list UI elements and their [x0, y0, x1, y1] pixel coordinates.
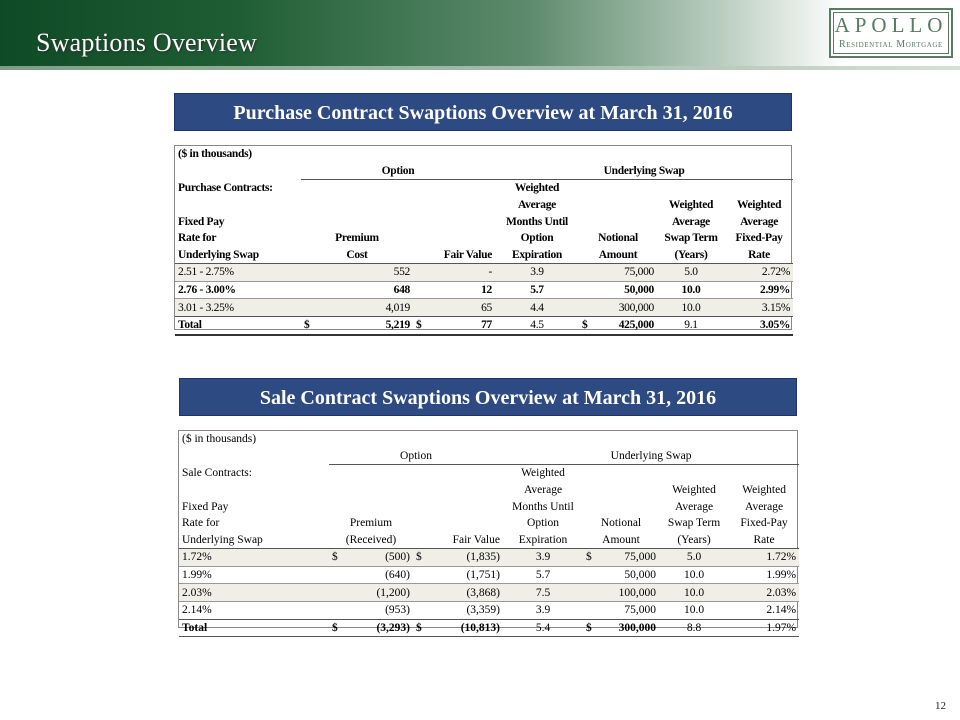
- units-label: ($ in thousands): [182, 433, 257, 446]
- currency-symbol: [583, 601, 597, 619]
- col1-header-2: Rate for: [178, 232, 217, 245]
- rate-header-4: Rate: [729, 532, 799, 549]
- notional-value: 75,000: [597, 549, 659, 567]
- months-header-1: Weighted: [521, 467, 565, 480]
- group-header-row: [179, 448, 799, 465]
- rate-total: 1.97%: [729, 619, 799, 637]
- fair-value-total: 77: [427, 316, 495, 334]
- notional-value: 50,000: [597, 566, 659, 584]
- header-row-2: [175, 197, 793, 214]
- total-row: [179, 619, 799, 637]
- currency-symbol: $: [583, 549, 597, 567]
- term-header-3: Swap Term: [667, 517, 721, 530]
- term-header-1: Weighted: [672, 484, 716, 497]
- header-row-1: [175, 180, 793, 197]
- header-row-4: [179, 515, 799, 532]
- rate-range: 3.01 - 3.25%: [175, 299, 301, 317]
- premium-total: (3,293): [343, 619, 413, 637]
- currency-symbol: [579, 299, 593, 317]
- notional-value: 100,000: [597, 584, 659, 602]
- rate-range: 2.76 - 3.00%: [175, 281, 301, 299]
- rate-range: 1.99%: [179, 566, 329, 584]
- header-row-4: [175, 230, 793, 247]
- fair-value: (3,868): [427, 584, 503, 602]
- fair-value: 12: [427, 281, 495, 299]
- currency-symbol: [413, 299, 427, 317]
- premium-value: (500): [343, 549, 413, 567]
- notional-header-2: Amount: [579, 247, 657, 264]
- currency-symbol: [329, 601, 343, 619]
- premium-header-1: Premium: [349, 517, 393, 530]
- rate-value: 2.14%: [729, 601, 799, 619]
- rate-header-1: Weighted: [742, 484, 786, 497]
- rate-header-4: Rate: [725, 247, 793, 264]
- months-header-1: Weighted: [514, 182, 560, 195]
- term-value: 10.0: [657, 299, 725, 317]
- term-header-4: (Years): [657, 247, 725, 264]
- rate-total: 3.05%: [725, 316, 793, 334]
- notional-value: 75,000: [593, 264, 657, 282]
- premium-value: 552: [315, 264, 413, 282]
- months-header-5: Expiration: [495, 247, 579, 264]
- table-row: [175, 299, 793, 317]
- currency-symbol: [583, 584, 597, 602]
- currency-symbol: [329, 566, 343, 584]
- col1-header-3: Underlying Swap: [175, 247, 301, 264]
- currency-symbol: $: [583, 619, 597, 637]
- term-total: 8.8: [659, 619, 729, 637]
- premium-total: 5,219: [315, 316, 413, 334]
- currency-symbol: $: [301, 316, 315, 334]
- notional-header-1: Notional: [598, 232, 638, 245]
- term-value: 10.0: [657, 281, 725, 299]
- purchase-banner: Purchase Contract Swaptions Overview at March 31, 2016: [174, 93, 792, 131]
- months-value: 4.4: [495, 299, 579, 317]
- rate-header-1: Weighted: [736, 199, 782, 212]
- months-header-2: Average: [523, 484, 563, 497]
- purchase-table-grid: [175, 146, 793, 336]
- currency-symbol: [579, 264, 593, 282]
- months-header-5: Expiration: [503, 532, 583, 549]
- premium-header-2: (Received): [329, 532, 413, 549]
- page-number: 12: [935, 700, 946, 712]
- rate-header-3: Fixed-Pay: [740, 517, 788, 530]
- currency-symbol: [413, 601, 427, 619]
- notional-header-1: Notional: [600, 517, 642, 530]
- term-value: 10.0: [659, 601, 729, 619]
- page-title: Swaptions Overview: [36, 28, 257, 57]
- months-value: 7.5: [503, 584, 583, 602]
- term-header-2: Average: [672, 215, 710, 228]
- months-value: 5.7: [503, 566, 583, 584]
- header-row-5: [175, 247, 793, 264]
- rate-value: 2.03%: [729, 584, 799, 602]
- term-value: 5.0: [659, 549, 729, 567]
- notional-header-2: Amount: [583, 532, 659, 549]
- notional-value: 300,000: [593, 299, 657, 317]
- months-header-3: Months Until: [506, 215, 568, 228]
- col1-header-3: Underlying Swap: [179, 532, 329, 549]
- term-value: 10.0: [659, 584, 729, 602]
- term-value: 5.0: [657, 264, 725, 282]
- rate-value: 2.99%: [725, 281, 793, 299]
- table-row: [175, 264, 793, 282]
- currency-symbol: [301, 281, 315, 299]
- months-total: 5.4: [503, 619, 583, 637]
- currency-symbol: [413, 584, 427, 602]
- fair-value-total: (10,813): [427, 619, 503, 637]
- months-header-3: Months Until: [512, 500, 574, 513]
- rate-value: 2.72%: [725, 264, 793, 282]
- term-total: 9.1: [657, 316, 725, 334]
- currency-symbol: $: [413, 619, 427, 637]
- months-header-4: Option: [527, 517, 559, 530]
- sale-table: [178, 430, 798, 634]
- fair-value: -: [427, 264, 495, 282]
- table-row: [179, 584, 799, 602]
- premium-value: (640): [343, 566, 413, 584]
- currency-symbol: $: [329, 549, 343, 567]
- premium-value: 648: [315, 281, 413, 299]
- purchase-table: [174, 145, 792, 330]
- group-header-row: [175, 163, 793, 180]
- rate-header-2: Average: [745, 500, 784, 513]
- rate-range: 2.51 - 2.75%: [175, 264, 301, 282]
- notional-total: 300,000: [597, 619, 659, 637]
- header-row-3: [175, 213, 793, 230]
- apollo-logo: [829, 8, 953, 58]
- notional-value: 50,000: [593, 281, 657, 299]
- table-row: [179, 549, 799, 567]
- table-row: [175, 281, 793, 299]
- fair-value-header: Fair Value: [413, 247, 495, 264]
- premium-value: 4,019: [315, 299, 413, 317]
- rate-value: 3.15%: [725, 299, 793, 317]
- units-label: ($ in thousands): [178, 148, 252, 161]
- table-row: [179, 601, 799, 619]
- fair-value: (1,835): [427, 549, 503, 567]
- fair-value: 65: [427, 299, 495, 317]
- currency-symbol: $: [413, 316, 427, 334]
- total-label: Total: [175, 316, 301, 334]
- rate-value: 1.99%: [729, 566, 799, 584]
- term-header-3: Swap Term: [664, 232, 718, 245]
- notional-total: 425,000: [593, 316, 657, 334]
- sale-banner: Sale Contract Swaptions Overview at March 31, 2016: [179, 378, 797, 416]
- option-group-header: Option: [301, 163, 495, 180]
- months-value: 3.9: [503, 601, 583, 619]
- term-header-1: Weighted: [668, 199, 714, 212]
- currency-symbol: [413, 264, 427, 282]
- term-header-4: (Years): [659, 532, 729, 549]
- currency-symbol: $: [329, 619, 343, 637]
- currency-symbol: [301, 299, 315, 317]
- rate-range: 2.14%: [179, 601, 329, 619]
- currency-symbol: [583, 566, 597, 584]
- fair-value-header: Fair Value: [413, 532, 503, 549]
- col1-header-2: Rate for: [182, 517, 220, 530]
- underlying-swap-group-header: Underlying Swap: [503, 448, 799, 465]
- premium-value: (1,200): [343, 584, 413, 602]
- rate-value: 1.72%: [729, 549, 799, 567]
- col1-header-1: Fixed Pay: [182, 500, 229, 513]
- total-row: [175, 316, 793, 334]
- currency-symbol: [329, 584, 343, 602]
- header-row-1: [179, 465, 799, 482]
- premium-header-1: Premium: [335, 232, 379, 245]
- sale-table-grid: [179, 431, 799, 637]
- currency-symbol: $: [579, 316, 593, 334]
- premium-value: (953): [343, 601, 413, 619]
- currency-symbol: [579, 281, 593, 299]
- logo-subtitle: Residential Mortgage: [839, 39, 943, 50]
- currency-symbol: [413, 566, 427, 584]
- total-label: Total: [179, 619, 329, 637]
- col1-header-1: Fixed Pay: [178, 215, 225, 228]
- header-row-2: [179, 482, 799, 499]
- rate-range: 1.72%: [179, 549, 329, 567]
- option-group-header: Option: [329, 448, 503, 465]
- months-header-4: Option: [520, 232, 554, 245]
- fair-value: (1,751): [427, 566, 503, 584]
- contracts-label: Purchase Contracts:: [178, 182, 273, 195]
- table-row: [179, 566, 799, 584]
- currency-symbol: $: [413, 549, 427, 567]
- logo-name: APOLLO: [834, 13, 948, 37]
- premium-header-2: Cost: [301, 247, 413, 264]
- months-value: 3.9: [503, 549, 583, 567]
- term-header-2: Average: [674, 500, 714, 513]
- contracts-label: Sale Contracts:: [182, 467, 252, 480]
- units-row: [175, 146, 793, 163]
- currency-symbol: [301, 264, 315, 282]
- rate-header-3: Fixed-Pay: [735, 232, 783, 245]
- rate-range: 2.03%: [179, 584, 329, 602]
- currency-symbol: [413, 281, 427, 299]
- fair-value: (3,359): [427, 601, 503, 619]
- header-rule: [0, 66, 960, 70]
- header-row-5: [179, 532, 799, 549]
- notional-value: 75,000: [597, 601, 659, 619]
- months-value: 3.9: [495, 264, 579, 282]
- months-header-2: Average: [518, 199, 556, 212]
- units-row: [179, 431, 799, 448]
- header-row-3: [179, 498, 799, 515]
- rate-header-2: Average: [740, 215, 779, 228]
- underlying-swap-group-header: Underlying Swap: [495, 163, 793, 180]
- term-value: 10.0: [659, 566, 729, 584]
- months-total: 4.5: [495, 316, 579, 334]
- months-value: 5.7: [495, 281, 579, 299]
